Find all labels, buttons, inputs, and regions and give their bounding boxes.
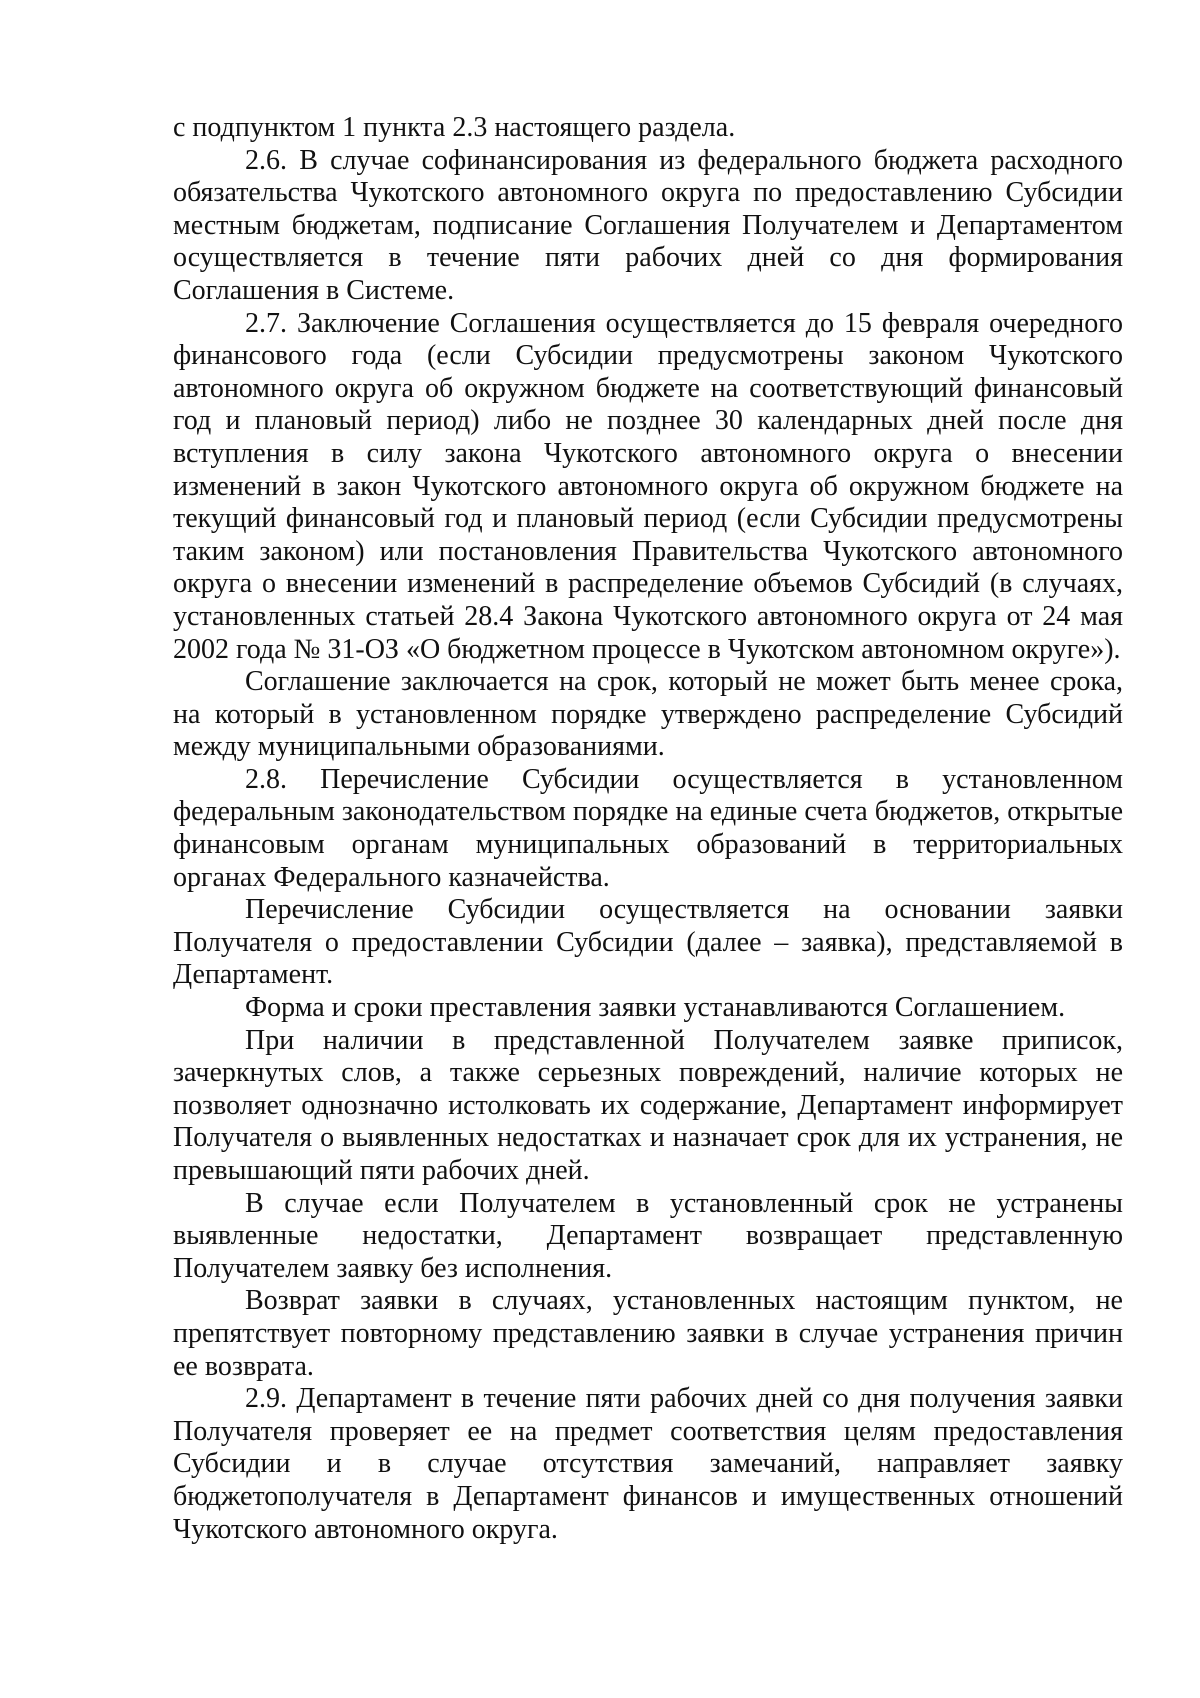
paragraph-2-8: 2.8. Перечисление Субсидии осуществляется в установленном федеральным законодательством порядке на единые счета бюджетов, открытые финансовым органам муниципальных образований в территориальных органах Федерального казначейства. bbox=[173, 763, 1123, 893]
paragraph-2-9: 2.9. Департамент в течение пяти рабочих дней со дня получения заявки Получателя проверяет ее на предмет соответствия целям предоставления Субсидии и в случае отсутствия замечаний, направляет заявку бюджетополучателя в Департамент финансов и имущественных отношений Чукотского автономного округа. bbox=[173, 1383, 1123, 1545]
paragraph-application-defects: При наличии в представленной Получателем заявке приписок, зачеркнутых слов, а также серьезных повреждений, наличие которых не позволяет однозначно истолковать их содержание, Департамент информирует Получателя о выявленных недостатках и назначает срок для их устранения, не превышающий пяти рабочих дней. bbox=[173, 1024, 1123, 1186]
paragraph-2-7: 2.7. Заключение Соглашения осуществляется до 15 февраля очередного финансового года (если Субсидии предусмотрены законом Чукотского автономного округа об окружном бюджете на соответствующий финансовый год и плановый период) либо не позднее 30 календарных дней после дня вступления в силу закона Чукотского автономного округа о внесении изменений в закон Чукотского автономного округа об окружном бюджете на текущий финансовый год и плановый период (если Субсидии предусмотрены таким законом) или постановления Правительства Чукотского автономного округа о внесении изменений в распределение объемов Субсидий (в случаях, установленных статьей 28.4 Закона Чукотского автономного округа от 24 мая 2002 года № 31-ОЗ «О бюджетном процессе в Чукотском автономном округе»). bbox=[173, 307, 1123, 665]
paragraph-2-6: 2.6. В случае софинансирования из федерального бюджета расходного обязательства Чукотского автономного округа по предоставлению Субсидии местным бюджетам, подписание Соглашения Получателем и Департаментом осуществляется в течение пяти рабочих дней со дня формирования Соглашения в Системе. bbox=[173, 144, 1123, 306]
paragraph-transfer-basis: Перечисление Субсидии осуществляется на основании заявки Получателя о предоставлении Субсидии (далее – заявка), представляемой в Департамент. bbox=[173, 894, 1123, 991]
paragraph-continuation: с подпунктом 1 пункта 2.3 настоящего раздела. bbox=[173, 112, 736, 143]
paragraph-application-form: Форма и сроки преставления заявки устанавливаются Соглашением. bbox=[245, 992, 1066, 1024]
document-page bbox=[173, 112, 1123, 1546]
paragraph-resubmission: Возврат заявки в случаях, установленных настоящим пунктом, не препятствует повторному представлению заявки в случае устранения причин ее возврата. bbox=[173, 1285, 1123, 1382]
paragraph-application-return: В случае если Получателем в установленный срок не устранены выявленные недостатки, Департамент возвращает представленную Получателем заявку без исполнения. bbox=[173, 1187, 1123, 1284]
paragraph-agreement-term: Соглашение заключается на срок, который не может быть менее срока, на который в установленном порядке утверждено распределение Субсидий между муниципальными образованиями. bbox=[173, 666, 1123, 763]
